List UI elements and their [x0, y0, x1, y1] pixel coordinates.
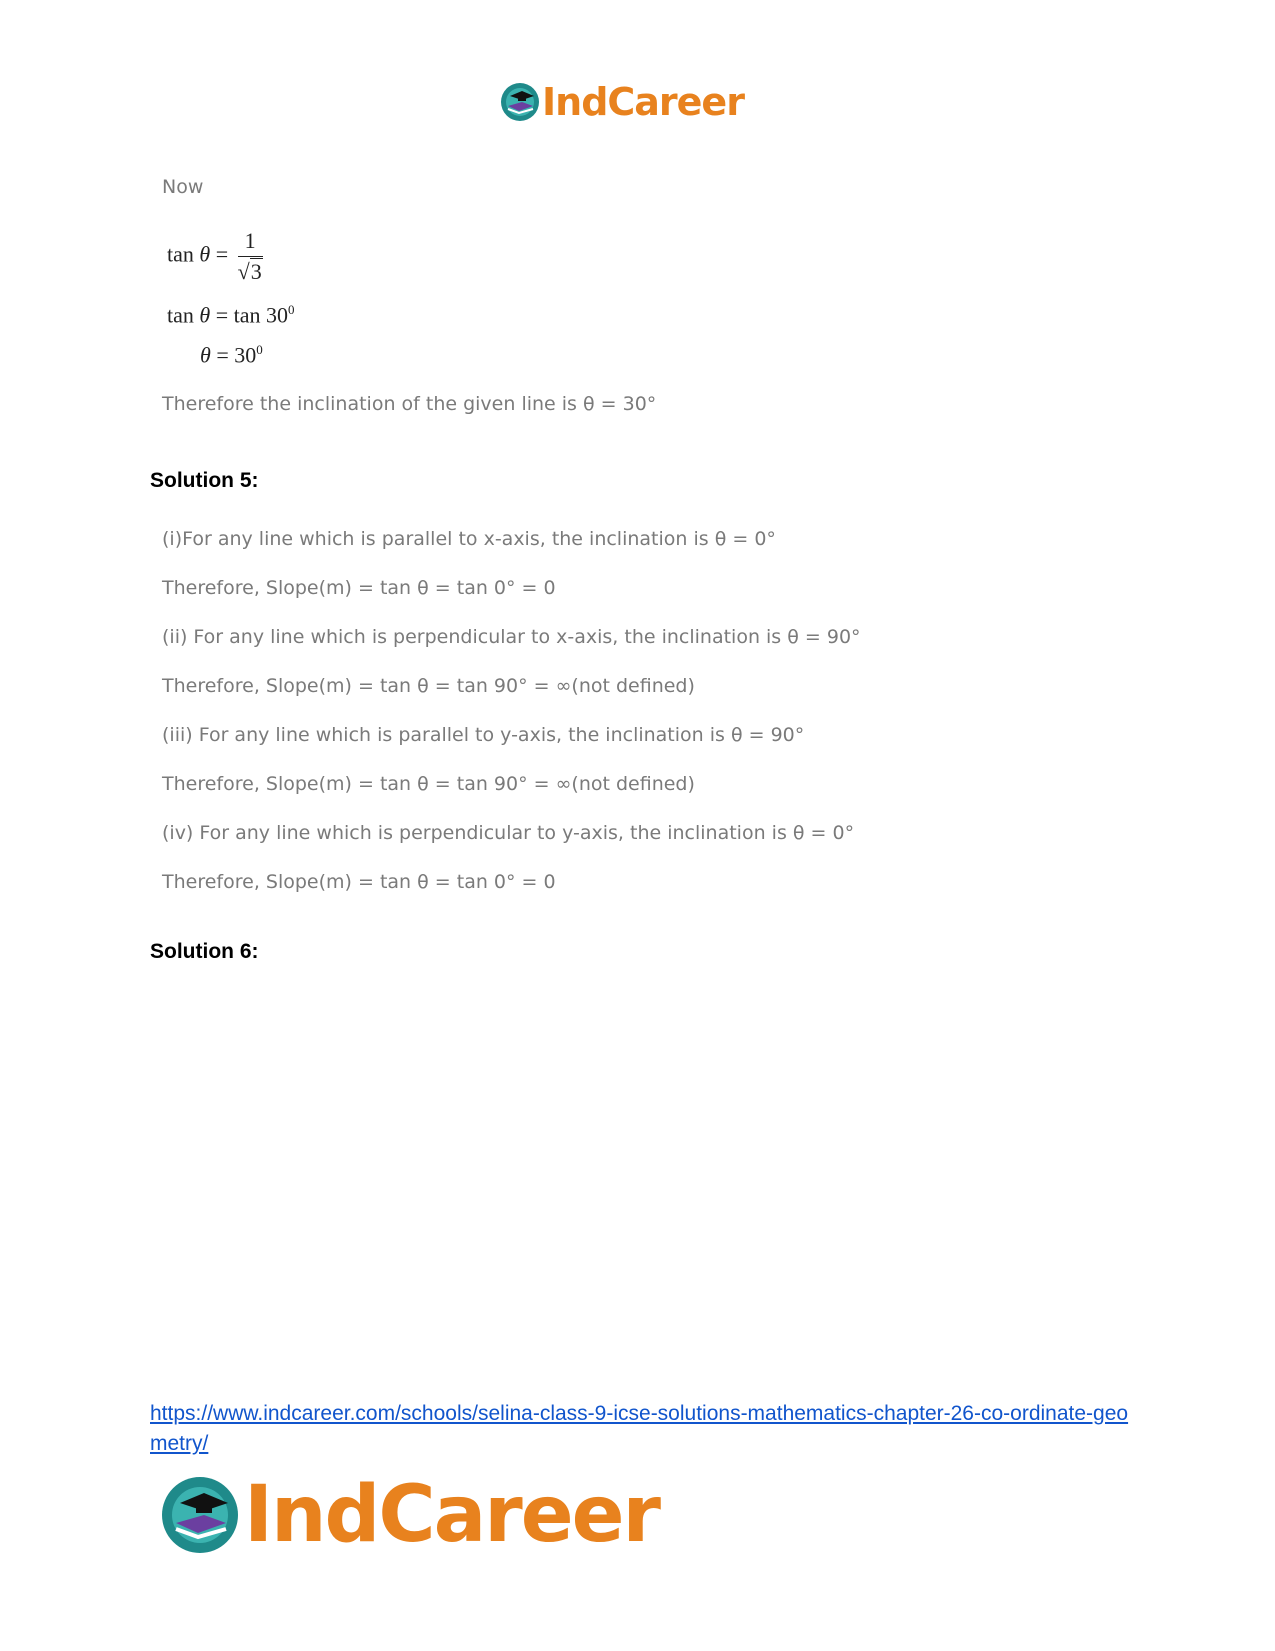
value-30: 30	[234, 342, 257, 368]
solution-5-line: (iii) For any line which is parallel to y-axis, the inclination is θ = 90°	[162, 724, 805, 746]
fraction-denominator	[238, 257, 263, 285]
tan-30: tan 30	[233, 302, 289, 328]
radicand: 3	[250, 259, 262, 284]
solution-6-heading: Solution 6:	[150, 940, 259, 963]
fraction	[238, 228, 263, 285]
solution-5-line: (iv) For any line which is perpendicular to y-axis, the inclination is θ = 0°	[162, 822, 855, 844]
solution-5-line: Therefore, Slope(m) = tan θ = tan 90° = ∞(not defined)	[162, 773, 695, 795]
equals-sign: =	[215, 302, 229, 328]
equals-sign: =	[215, 241, 229, 267]
theta-symbol: θ	[199, 302, 211, 328]
solution-5-line: Therefore, Slope(m) = tan θ = tan 0° = 0	[162, 871, 556, 893]
graduation-book-icon	[500, 82, 540, 122]
solution-5-line: Therefore, Slope(m) = tan θ = tan 0° = 0	[162, 577, 556, 599]
theta-symbol: θ	[199, 241, 211, 267]
theta-symbol: θ	[200, 342, 211, 368]
header-logo	[500, 78, 744, 126]
tan-label: tan	[167, 302, 194, 328]
solution-5-heading: Solution 5:	[150, 469, 259, 492]
fraction-numerator: 1	[238, 228, 263, 257]
degree-superscript: 0	[256, 342, 263, 357]
equation-line-1	[167, 228, 263, 285]
equation-line-3	[200, 342, 263, 368]
source-url-link[interactable]: https://www.indcareer.com/schools/selina-class-9-icse-solutions-mathematics-chapter-26-co-ordinate-geometry/	[150, 1402, 1129, 1455]
logo-text: IndCareer	[542, 80, 744, 124]
tan-label: tan	[167, 241, 194, 267]
now-text: Now	[162, 176, 204, 198]
solution-5-line: Therefore, Slope(m) = tan θ = tan 90° = ∞(not defined)	[162, 675, 695, 697]
solution-5-line: (ii) For any line which is perpendicular to x-axis, the inclination is θ = 90°	[162, 626, 861, 648]
equals-sign: =	[216, 342, 229, 368]
logo-text: IndCareer	[244, 1470, 659, 1560]
degree-superscript: 0	[288, 302, 295, 317]
footer-logo	[160, 1472, 659, 1558]
solution-5-line: (i)For any line which is parallel to x-axis, the inclination is θ = 0°	[162, 528, 776, 550]
equation-line-2	[167, 302, 295, 328]
inclination-result: Therefore the inclination of the given line is θ = 30°	[162, 393, 657, 415]
square-root: √3	[237, 259, 262, 284]
graduation-book-icon	[160, 1475, 240, 1555]
